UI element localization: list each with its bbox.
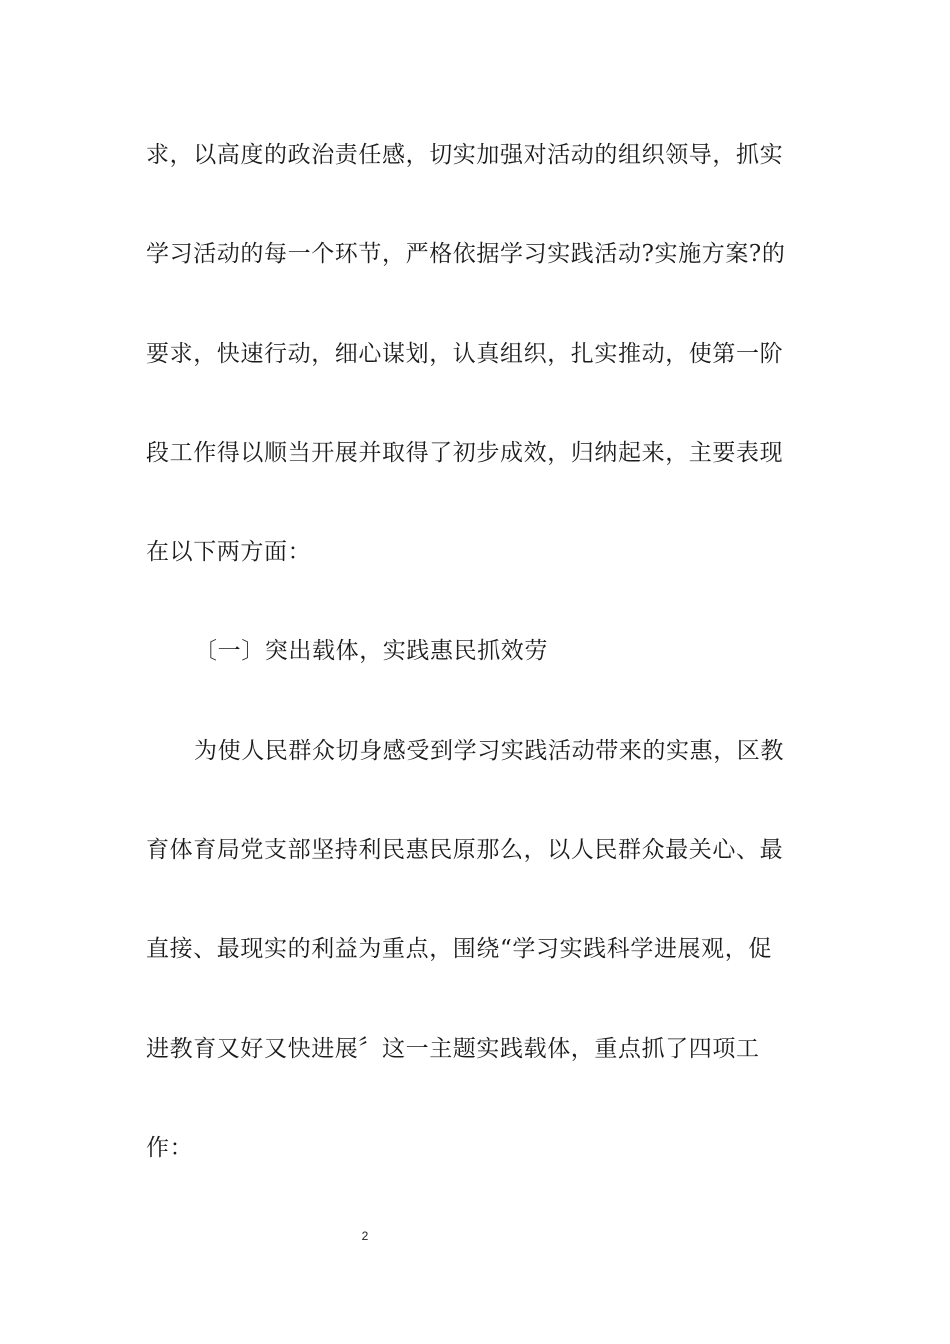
paragraph-line: 段工作得以顺当开展并取得了初步成效，归纳起来，主要表现 xyxy=(146,440,784,466)
paragraph-line: 育体育局党支部坚持利民惠民原那么，以人民群众最关心、最 xyxy=(146,837,784,863)
section-heading: 〔一〕突出载体，实践惠民抓效劳 xyxy=(194,638,548,664)
paragraph-line: 在以下两方面： xyxy=(146,539,312,565)
paragraph-line: 学习活动的每一个环节，严格依据学习实践活动?实施方案?的 xyxy=(146,241,786,267)
paragraph-line: 直接、最现实的利益为重点，围绕“学习实践科学进展观，促 xyxy=(146,936,772,962)
paragraph-line: 求，以高度的政治责任感，切实加强对活动的组织领导，抓实 xyxy=(146,142,784,168)
paragraph-line: 进教育又好又快进展〞这一主题实践载体，重点抓了四项工 xyxy=(146,1036,760,1062)
paragraph-line: 作： xyxy=(146,1135,194,1161)
page-number: 2 xyxy=(361,1229,369,1243)
paragraph-line: 为使人民群众切身感受到学习实践活动带来的实惠，区教 xyxy=(194,738,784,764)
paragraph-line: 要求，快速行动，细心谋划，认真组织，扎实推动，使第一阶 xyxy=(146,341,784,367)
